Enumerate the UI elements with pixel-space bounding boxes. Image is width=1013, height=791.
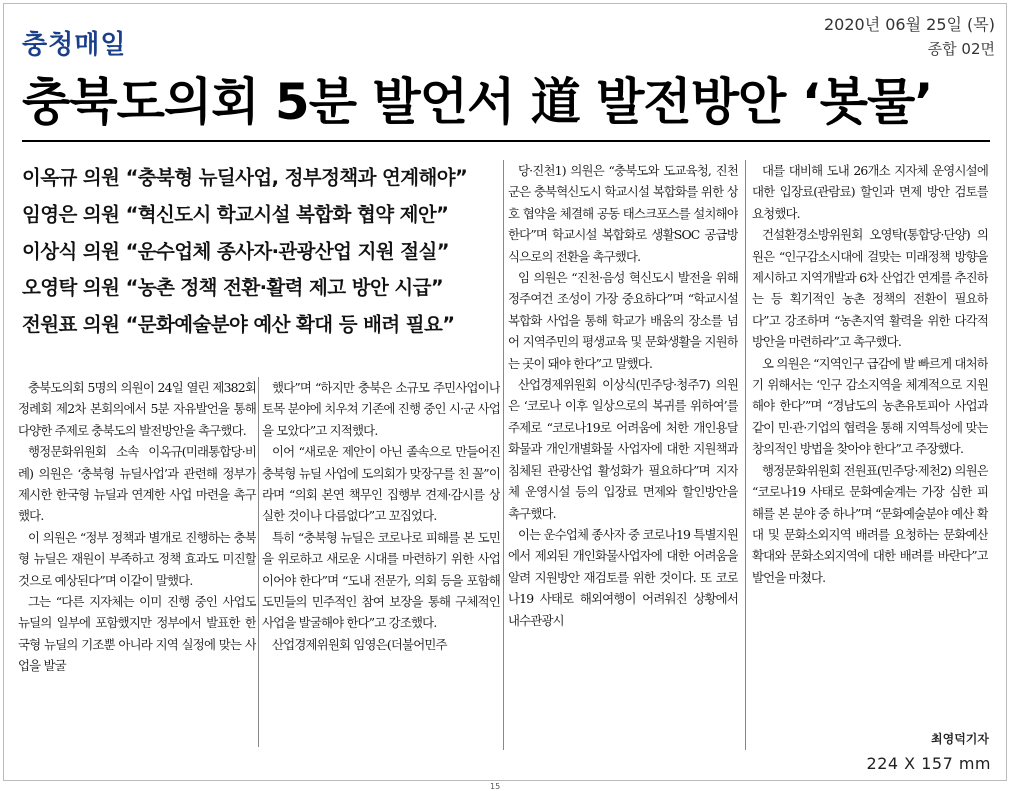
paragraph: 오 의원은 “지역인구 급감에 발 빠르게 대처하기 위해서는 ‘인구 감소지역을 체계적으로 지원해야 한다’”며 “경남도의 농촌유토피아 사업과 같이 민·관·기업의 협력을 통해 지역특성에 맞는 창의적인 방법을 찾아야 한다”고 주장했다. — [752, 355, 988, 457]
paragraph: 행정문화위원회 전원표(민주당·제천2) 의원은 “코로나19 사태로 문화예술계는 가장 심한 피해를 본 분야 중 하나”며 “문화예술분야 예산 확대 및 문화소외지역 배려를 요청하는 문화예산 확대와 문화소외지역에 대한 배려를 바란다”고 발언을 마쳤다. — [752, 462, 988, 585]
paragraph: 당·진천1) 의원은 “충북도와 도교육청, 진천군은 충북혁신도시 학교시설 복합화를 위한 상호 협약을 체결해 공동 태스크포스를 설치해야 한다”며 학교시설 복합화로 생활SOC 공급방식으로의 전환을 촉구했다. — [508, 163, 738, 264]
column-divider — [745, 160, 746, 750]
section-page: 종합 02면 — [927, 40, 995, 58]
subheadline: 오영탁 의원 “농촌 정책 전환·활력 제고 방안 시급” — [22, 276, 444, 300]
paragraph: 특히 “충북형 뉴딜은 코로나로 피해를 본 도민을 위로하고 새로운 시대를 마련하기 위한 사업이어야 한다”며 “도내 전문가, 의회 등을 포함해 도민들의 민주적인 참여 보장을 통해 구체적인 사업을 발굴해야 한다”고 강조했다. — [262, 529, 500, 631]
subheadline-list — [22, 160, 508, 344]
subheadline: 임영은 의원 “혁신도시 학교시설 복합화 협약 제안” — [22, 202, 449, 226]
body-column-1 — [18, 377, 256, 747]
paragraph: 임 의원은 “진천·음성 혁신도시 발전을 위해 정주여건 조성이 가장 중요하다”며 “학교시설복합화 사업을 통해 학교가 배움의 장소를 넘어 지역주민의 평생교육 및 문화생활을 지원하는 곳이 돼야 한다”고 말했다. — [508, 270, 738, 371]
subheadline: 이상식 의원 “운수업체 종사자·관광산업 지원 절실” — [22, 239, 449, 263]
column-divider — [258, 377, 259, 747]
headline-rule — [22, 140, 990, 142]
paragraph: 이어 “새로운 제안이 아닌 졸속으로 만들어진 충북형 뉴딜 사업에 도의회가 맞장구를 친 꼴”이라며 “의회 본연 책무인 집행부 견제·감시를 상실한 것이나 다름없다”고 꼬집었다. — [262, 444, 500, 524]
subheadline: 이옥규 의원 “충북형 뉴딜사업, 정부정책과 연계해야” — [22, 166, 468, 189]
paragraph: 행정문화위원회 소속 이옥규(미래통합당·비례) 의원은 ‘충북형 뉴딜사업’과 관련해 정부가 제시한 한국형 뉴딜과 연계한 사업 마련을 촉구했다. — [18, 444, 256, 524]
paragraph: 대를 대비해 도내 26개소 지자체 운영시설에 대한 입장료(관람료) 할인과 면제 방안 검토를 요청했다. — [752, 163, 988, 221]
clip-size: 224 X 157 mm — [866, 754, 991, 773]
byline: 최영덕기자 — [931, 732, 989, 746]
paragraph: 건설환경소방위원회 오영탁(통합당·단양) 의원은 “인구감소시대에 걸맞는 미래정책 방향을 제시하고 지역개발과 6차 산업간 연계를 추진하는 등 획기적인 농촌 정책의 전환이 필요하다”고 강조하며 “농촌지역 활력을 위한 다각적 방안을 마련하라”고 촉구했다. — [752, 227, 988, 350]
paragraph: 산업경제위원회 이상식(민주당·청주7) 의원은 ‘코로나 이후 일상으로의 복귀를 위하여’를 주제로 “코로나19로 어려움에 처한 개인용달화물과 개인개별화물 사업자에 대한 지원책과 침체된 관광산업 활성화가 필요하다”며 지자체 운영시설 등의 입장료 면제와 할인방안을 촉구했다. — [508, 377, 738, 521]
body-column-2 — [262, 377, 500, 747]
paragraph: 했다”며 “하지만 충북은 소규모 주민사업이나 토목 분야에 치우쳐 기존에 진행 중인 시·군 사업을 모았다”고 지적했다. — [262, 380, 500, 438]
newspaper-logo: 충청매일 — [22, 30, 127, 60]
paragraph: 그는 “다른 지자체는 이미 진행 중인 사업도 뉴딜의 일부에 포함했지만 정부에서 발표한 한국형 뉴딜의 기조뿐 아니라 지역 실정에 맞는 사업을 발굴 — [18, 594, 256, 674]
paragraph: 충북도의회 5명의 의원이 24일 열린 제382회 정례회 제2차 본회의에서 5분 자유발언을 통해 다양한 주제로 충북도의 발전방안을 촉구했다. — [18, 380, 256, 438]
column-divider — [503, 160, 504, 750]
paragraph: 이는 운수업체 종사자 중 코로나19 특별지원에서 제외된 개인화물사업자에 대한 어려움을 알려 지원방안 재검토를 위한 것이다. 또 코로나19 사태로 해외여행이 어려워진 상황에서 내수관광시 — [508, 526, 738, 628]
paragraph: 이 의원은 “정부 정책과 별개로 진행하는 충북형 뉴딜은 재원이 부족하고 정책 효과도 미진할 것으로 예상된다”며 이같이 말했다. — [18, 529, 256, 588]
publish-date: 2020년 06월 25일 (목) — [823, 15, 995, 34]
subheadline: 전원표 의원 “문화예술분야 예산 확대 등 배려 필요” — [22, 313, 455, 337]
body-column-3 — [508, 160, 738, 750]
page-number: 15 — [490, 782, 501, 791]
paragraph: 산업경제위원회 임영은(더불어민주 — [272, 636, 447, 652]
body-column-4 — [752, 160, 988, 720]
headline: 충북도의회 5분 발언서 道 발전방안 ‘봇물’ — [22, 73, 933, 131]
